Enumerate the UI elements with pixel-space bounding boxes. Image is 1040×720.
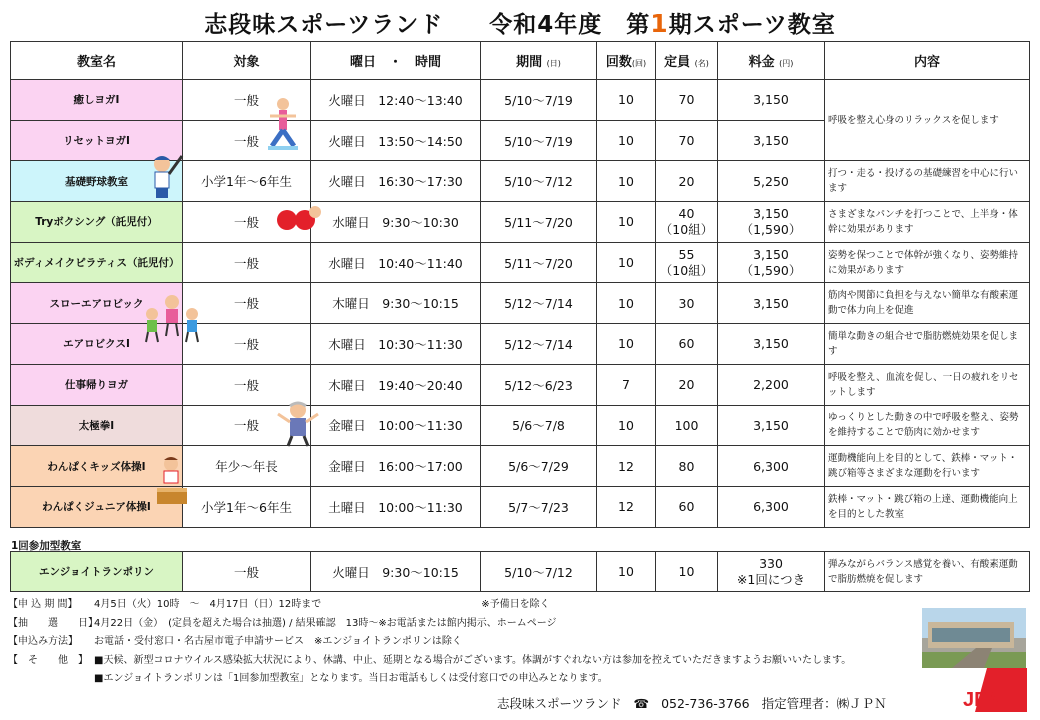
class-period: 5/6～7/29	[481, 446, 597, 487]
class-target: 一般	[183, 283, 311, 324]
class-target: 小学1年～6年生	[183, 161, 311, 202]
class-target: 一般	[183, 202, 311, 243]
oneoff-class-table	[10, 551, 1030, 592]
class-count: 10	[597, 120, 656, 161]
table-row	[11, 202, 1030, 243]
class-fee: 3,150	[718, 324, 825, 365]
title-facility: 志段味スポーツランド	[204, 12, 444, 38]
class-capacity: 80	[656, 446, 718, 487]
taichi-elder-icon	[276, 400, 320, 448]
note-lottery: 【抽 選 日】4月22日（金） (定員を超えた場合は抽選) / 結果確認 13時～※お電話または館内掲示、ホームページ	[8, 617, 557, 629]
footer-manager: 指定管理者：㈱ＪＰＮ	[761, 696, 887, 711]
class-target: 一般	[183, 80, 311, 121]
oneoff-capacity: 10	[656, 552, 718, 592]
class-content: 打つ・走る・投げるの基礎練習を中心に行います	[825, 161, 1030, 202]
class-capacity: 40 （10組）	[656, 202, 718, 243]
class-name: 基礎野球教室	[11, 161, 183, 202]
class-schedule: 水曜日 10:40～11:40	[311, 242, 481, 283]
class-count: 10	[597, 202, 656, 243]
footer-phone: 052-736-3766	[661, 696, 750, 711]
class-fee: 3,150	[718, 120, 825, 161]
class-name: エアロビクスⅠ	[11, 324, 183, 365]
class-content: 姿勢を保つことで体幹が強くなり、姿勢維持に効果があります	[825, 242, 1030, 283]
class-content: 鉄棒・マット・跳び箱の上達、運動機能向上を目的とした教室	[825, 486, 1030, 527]
class-capacity: 60	[656, 324, 718, 365]
oneoff-period: 5/10～7/12	[481, 552, 597, 592]
oneoff-target: 一般	[183, 552, 311, 592]
class-period: 5/12～7/14	[481, 283, 597, 324]
class-fee: 6,300	[718, 446, 825, 487]
class-target: 小学1年～6年生	[183, 486, 311, 527]
oneoff-row	[11, 552, 1030, 592]
class-schedule: 金曜日 16:00～17:00	[311, 446, 481, 487]
table-header-row	[11, 42, 1030, 80]
class-fee: 3,150 （1,590）	[718, 202, 825, 243]
header-count: 回数(回)	[597, 42, 656, 80]
class-count: 10	[597, 242, 656, 283]
jpn-logo	[957, 668, 1027, 712]
class-content: 筋肉や関節に負担を与えない簡単な有酸素運動で体力向上を促進	[825, 283, 1030, 324]
class-schedule: 土曜日 10:00～11:30	[311, 486, 481, 527]
note-apply-period: 【申 込 期 間】 4月5日（火）10時 ～ 4月17日（日）12時まで ※予備日を除く	[8, 599, 550, 610]
yoga-person-icon	[266, 96, 300, 152]
svg-text:JPN: JPN	[963, 689, 1002, 711]
class-target: 一般	[183, 364, 311, 405]
class-content: 呼吸を整え心身のリラックスを促します	[825, 80, 1030, 161]
class-target: 一般	[183, 120, 311, 161]
class-capacity: 60	[656, 486, 718, 527]
oneoff-content: 弾みながらバランス感覚を養い、有酸素運動で脂肪燃焼を促します	[825, 552, 1030, 592]
class-capacity: 70	[656, 120, 718, 161]
class-target: 年少～年長	[183, 446, 311, 487]
class-count: 10	[597, 161, 656, 202]
class-schedule: 火曜日 13:50～14:50	[311, 120, 481, 161]
class-target: 一般	[183, 324, 311, 365]
title-term-suffix: 期スポーツ教室	[668, 12, 836, 38]
class-capacity: 30	[656, 283, 718, 324]
class-period: 5/12～6/23	[481, 364, 597, 405]
aerobics-group-icon	[138, 292, 206, 344]
class-content: 簡単な動きの組合せで脂肪燃焼効果を促します	[825, 324, 1030, 365]
table-row	[11, 364, 1030, 405]
header-period: 期間 (日)	[481, 42, 597, 80]
class-name: わんぱくジュニア体操Ⅰ	[11, 486, 183, 527]
class-capacity: 20	[656, 161, 718, 202]
class-name: ボディメイクピラティス（託児付）	[11, 242, 183, 283]
class-content: 呼吸を整え、血流を促し、一日の疲れをリセットします	[825, 364, 1030, 405]
header-capacity: 定員 (名)	[656, 42, 718, 80]
class-schedule: 火曜日 16:30～17:30	[311, 161, 481, 202]
class-capacity: 70	[656, 80, 718, 121]
table-row	[11, 80, 1030, 121]
table-row	[11, 242, 1030, 283]
class-fee: 2,200	[718, 364, 825, 405]
header-fee: 料金 (円)	[718, 42, 825, 80]
class-capacity: 20	[656, 364, 718, 405]
phone-icon: ☎	[633, 696, 650, 711]
facility-photo	[922, 608, 1026, 668]
class-period: 5/12～7/14	[481, 324, 597, 365]
class-capacity: 100	[656, 405, 718, 446]
class-schedule: 火曜日 12:40～13:40	[311, 80, 481, 121]
class-target: 一般	[183, 405, 311, 446]
class-schedule: 木曜日 19:40～20:40	[311, 364, 481, 405]
class-fee: 6,300	[718, 486, 825, 527]
footer-contact	[497, 694, 895, 712]
table-row	[11, 405, 1030, 446]
class-name: わんぱくキッズ体操Ⅰ	[11, 446, 183, 487]
title-term-prefix: 令和4年度 第	[489, 12, 651, 38]
class-name: 仕事帰りヨガ	[11, 364, 183, 405]
footer-facility: 志段味スポーツランド	[497, 696, 622, 711]
class-period: 5/11～7/20	[481, 202, 597, 243]
class-period: 5/6～7/8	[481, 405, 597, 446]
class-content: ゆっくりとした動きの中で呼吸を整え、姿勢を維持することで筋肉に効かせます	[825, 405, 1030, 446]
class-target: 一般	[183, 242, 311, 283]
class-name: 太極拳Ⅰ	[11, 405, 183, 446]
class-count: 7	[597, 364, 656, 405]
baseball-kid-icon	[146, 152, 184, 200]
class-name: 癒しヨガⅠ	[11, 80, 183, 121]
note-other-1: 【 そ 他 】 ■天候、新型コロナウイルス感染拡大状況により、休講、中止、延期となる場合がございます。体調がすぐれない方は参加を控えていただきますようお願いいたします。	[8, 654, 852, 666]
boxing-gloves-icon	[275, 202, 321, 238]
class-schedule: 木曜日 9:30～10:15	[311, 283, 481, 324]
class-schedule: 水曜日 9:30～10:30	[311, 202, 481, 243]
class-count: 10	[597, 80, 656, 121]
header-target: 対象	[183, 42, 311, 80]
class-count: 12	[597, 486, 656, 527]
header-content: 内容	[825, 42, 1030, 80]
class-fee: 5,250	[718, 161, 825, 202]
oneoff-section-label: 1回参加型教室	[11, 540, 82, 552]
class-fee: 3,150	[718, 405, 825, 446]
gymnastics-kid-icon	[155, 454, 189, 506]
header-schedule: 曜日 ・ 時間	[311, 42, 481, 80]
title-term-number: 1	[650, 9, 669, 38]
class-period: 5/10～7/19	[481, 120, 597, 161]
oneoff-name: エンジョイトランポリン	[11, 552, 183, 592]
class-period: 5/11～7/20	[481, 242, 597, 283]
class-name: スローエアロビック	[11, 283, 183, 324]
class-count: 12	[597, 446, 656, 487]
class-content: さまざまなパンチを打つことで、上半身・体幹に効果があります	[825, 202, 1030, 243]
class-name: リセットヨガⅠ	[11, 120, 183, 161]
class-name: Tryボクシング（託児付）	[11, 202, 183, 243]
class-count: 10	[597, 283, 656, 324]
class-capacity: 55 （10組）	[656, 242, 718, 283]
class-fee: 3,150	[718, 283, 825, 324]
note-other-2: ■エンジョイトランポリンは「1回参加型教室」となります。当日お電話もしくは受付窓口での申込みとなります。	[94, 673, 608, 684]
note-method: 【申込み方法】 お電話・受付窓口・名古屋市電子申請サービス ※エンジョイトランポリンは除く	[8, 636, 462, 647]
class-count: 10	[597, 324, 656, 365]
application-notes	[8, 596, 908, 689]
oneoff-fee: 330 ※1回につき	[718, 552, 825, 592]
class-fee: 3,150	[718, 80, 825, 121]
header-name: 教室名	[11, 42, 183, 80]
class-period: 5/10～7/12	[481, 161, 597, 202]
page-title	[0, 6, 1040, 39]
class-content: 運動機能向上を目的として、鉄棒・マット・跳び箱等さまざまな運動を行います	[825, 446, 1030, 487]
class-count: 10	[597, 405, 656, 446]
class-period: 5/7～7/23	[481, 486, 597, 527]
class-schedule: 金曜日 10:00～11:30	[311, 405, 481, 446]
oneoff-count: 10	[597, 552, 656, 592]
class-period: 5/10～7/19	[481, 80, 597, 121]
oneoff-schedule: 火曜日 9:30～10:15	[311, 552, 481, 592]
class-fee: 3,150 （1,590）	[718, 242, 825, 283]
class-schedule: 木曜日 10:30～11:30	[311, 324, 481, 365]
